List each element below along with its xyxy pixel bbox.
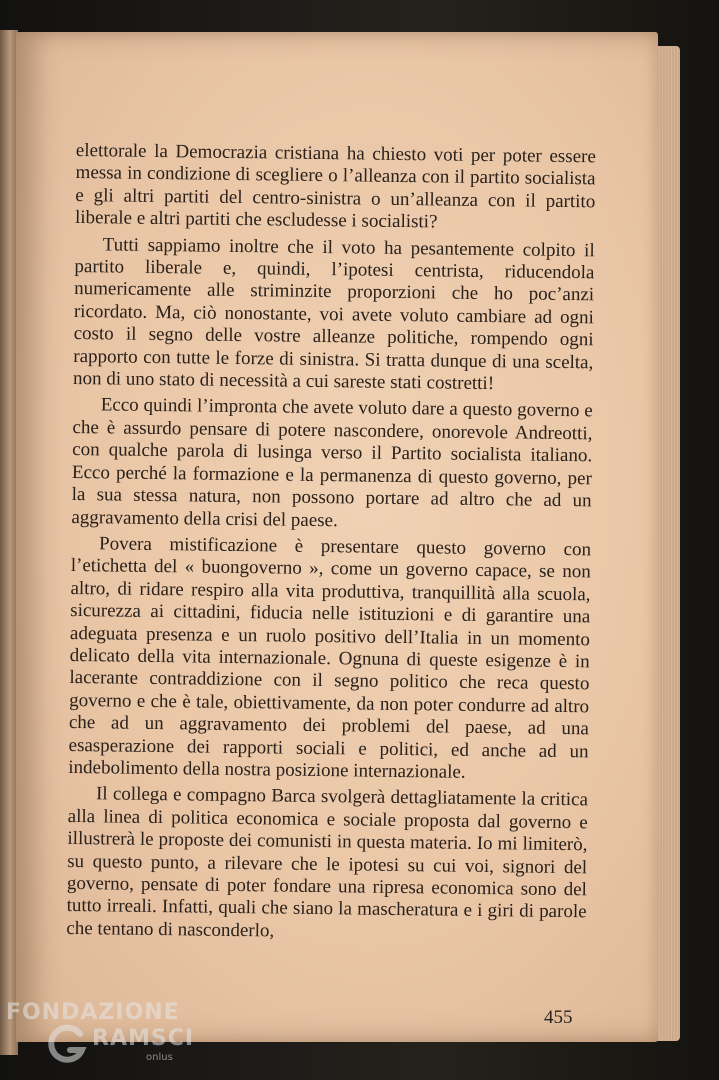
page-number: 455 (544, 1007, 573, 1028)
body-text (66, 140, 596, 947)
paragraph-4: Povera mistificazione è presentare questo governo con l’etichetta del « buongoverno », come un governo capace, se non altro, di ridare respiro alla vita produttiva, tranquillità alla scuola, sicurezza ai cittadini, fiducia nelle istituzioni e di garantire una adeguata presenza e un ruolo positivo dell’Italia in un momento delicato della vita internazionale. Ognuna di queste esigenze è in lacerante contraddizione con il segno politico che reca questo governo e che è tale, obiettivamente, da non poter condurre ad altro che ad un aggravamento dei problemi del paese, ad una esasperazione dei rapporti sociali e politici, ed anche ad un indebolimento della nostra posizione internazionale. (68, 533, 592, 783)
paragraph-3: Ecco quindi l’impronta che avete voluto dare a questo governo e che è assurdo pensare di potere nascondere, onorevole Andreotti, con qualche parola di lusinga verso il Partito socialista italiano. Ecco perché la formazione e la permanenza di questo governo, per la sua stessa natura, non possono portare ad altro che ad un aggravamento della crisi del paese. (71, 394, 593, 531)
paragraph-2: Tutti sappiamo inoltre che il voto ha pesantemente colpito il partito liberale e, quindi, l’ipotesi centrista, riducendola numericamente alle striminzite proporzioni che ho poc’anzi ricordato. Ma, ciò nonostante, voi avete voluto cambiare ad ogni costo il segno delle vostre alleanze politiche, rompendo ogni rapporto con tutte le forze di sinistra. Si tratta dunque di una scelta, non di uno stato di necessità a cui sareste stati costretti! (72, 233, 595, 395)
paragraph-1: elettorale la Democrazia cristiana ha chiesto voti per poter essere messa in condizione di scegliere o l’alleanza con il partito socialista e gli altri partiti del centro-sinistra o un’alleanza con il partito liberale e altri partiti che escludesse i socialisti? (74, 140, 596, 233)
book-page (16, 32, 658, 1042)
paragraph-5: Il collega e compagno Barca svolgerà dettagliatamente la critica alla linea di politica economica e sociale proposta dal governo e illustrerà le proposte dei comunisti in questa materia. Io mi limiterò, su questo punto, a rilevare che le ipotesi su cui voi, signori del governo, pensate di poter fondare una ripresa economica sono del tutto irreali. Infatti, quali che siano la mascheratura e i giri di parole che tentano di nasconderlo, (66, 783, 589, 942)
watermark-line-1: FONDAZIONE (6, 1000, 180, 1025)
watermark-line-2: RAMSCI (92, 1026, 195, 1051)
gramsci-g-logo-icon (46, 1022, 90, 1066)
watermark-suffix: onlus (146, 1052, 173, 1063)
fondazione-gramsci-watermark (6, 1000, 206, 1075)
